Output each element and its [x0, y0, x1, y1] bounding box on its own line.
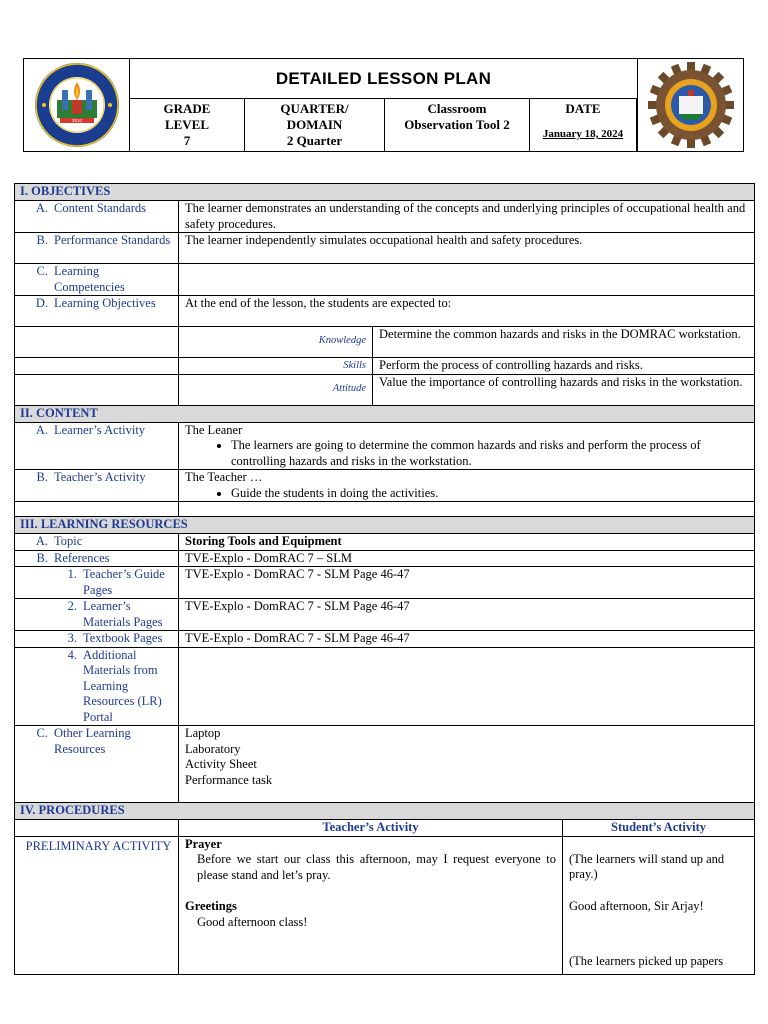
learning-competencies-value — [179, 264, 755, 296]
preliminary-student-cell — [563, 836, 755, 974]
knowledge-key: Knowledge — [179, 327, 373, 358]
school-gear-seal-icon — [646, 60, 736, 150]
topic-value: Storing Tools and Equipment — [179, 534, 755, 551]
resources-heading: III. LEARNING RESOURCES — [15, 517, 755, 534]
attitude-value: Value the importance of controlling hazards and risks in the workstation. — [373, 374, 755, 405]
grade-label-line1: GRADE — [163, 101, 211, 116]
prayer-title: Prayer — [185, 836, 222, 851]
other-resource-item: Laptop — [185, 726, 221, 740]
lesson-plan-header — [23, 58, 744, 152]
left-logo-cell — [24, 59, 130, 151]
topic-label: A. Topic — [15, 534, 179, 551]
title-cell — [130, 59, 637, 99]
quarter-domain-cell — [245, 99, 385, 151]
knowledge-spacer — [15, 327, 179, 358]
additional-materials-label: 4. Additional Materials from Learning Resources (LR) Portal — [15, 647, 179, 726]
observation-tool-cell — [385, 99, 530, 151]
other-resource-item: Laboratory — [185, 741, 241, 756]
textbook-pages-value: TVE-Explo - DomRAC 7 - SLM Page 46-47 — [179, 631, 755, 648]
content-blank-value — [179, 502, 755, 517]
quarter-label-line1: QUARTER/ — [280, 101, 349, 116]
other-resources-value — [179, 726, 755, 803]
learning-competencies-label: C. Learning Competencies — [15, 264, 179, 296]
lesson-plan-table — [14, 183, 755, 975]
quarter-value: 2 Quarter — [286, 133, 343, 148]
svg-text:2010: 2010 — [71, 118, 83, 123]
deped-tagum-seal-icon — [32, 60, 122, 150]
performance-standards-value: The learner independently simulates occupational health and safety procedures. — [179, 233, 755, 264]
date-label: DATE — [565, 101, 601, 116]
procedure-col-blank — [15, 820, 179, 837]
document-title: DETAILED LESSON PLAN — [275, 68, 492, 88]
student-prayer-response: (The learners will stand up and pray.) — [569, 851, 725, 881]
date-cell — [530, 99, 637, 151]
content-heading: II. CONTENT — [15, 405, 755, 422]
additional-materials-value — [179, 647, 755, 726]
preliminary-activity-label: PRELIMINARY ACTIVITY — [15, 836, 179, 974]
teacher-activity-bullet: • Guide the students in doing the activities. — [231, 486, 748, 502]
teacher-activity-value — [179, 470, 755, 502]
teachers-guide-value: TVE-Explo - DomRAC 7 - SLM Page 46-47 — [179, 567, 755, 599]
skills-key: Skills — [179, 358, 373, 375]
greetings-title: Greetings — [185, 899, 237, 913]
performance-standards-label: B. Performance Standards — [15, 233, 179, 264]
student-greeting-response: Good afternoon, Sir Arjay! — [569, 898, 704, 913]
grade-label-line2: LEVEL — [164, 117, 210, 132]
content-standards-label: A. Content Standards — [15, 201, 179, 233]
student-activity-column-header: Student’s Activity — [563, 820, 755, 837]
other-resources-label: C. Other Learning Resources — [15, 726, 179, 803]
knowledge-value: Determine the common hazards and risks in the DOMRAC workstation. — [373, 327, 755, 358]
references-label: B. References — [15, 550, 179, 567]
attitude-key: Attitude — [179, 374, 373, 405]
grade-level-value: 7 — [183, 133, 191, 148]
learners-materials-value: TVE-Explo - DomRAC 7 - SLM Page 46-47 — [179, 599, 755, 631]
student-papers-response: (The learners picked up papers — [569, 954, 724, 968]
teacher-activity-intro: The Teacher … — [185, 470, 263, 484]
learner-activity-bullet: • The learners are going to determine the common hazards and risks and perform the process of controlling hazards and risks in the workstation. — [231, 438, 748, 469]
learning-objectives-value: At the end of the lesson, the students are expected to: — [179, 296, 755, 327]
other-resource-item: Performance task — [185, 772, 273, 787]
references-value: TVE-Explo - DomRAC 7 – SLM — [179, 550, 755, 567]
learner-activity-intro: The Leaner — [185, 422, 243, 437]
content-standards-value: The learner demonstrates an understanding of the concepts and underlying principles of occupational health and safety procedures. — [179, 201, 755, 233]
greetings-text: Good afternoon class! — [197, 914, 308, 929]
learning-objectives-label: D. Learning Objectives — [15, 296, 179, 327]
date-value: January 18, 2024 — [542, 128, 624, 140]
teachers-guide-label: 1. Teacher’s Guide Pages — [15, 567, 179, 599]
skills-value: Perform the process of controlling hazards and risks. — [373, 358, 755, 375]
textbook-pages-label: 3. Textbook Pages — [15, 631, 179, 648]
objectives-heading: I. OBJECTIVES — [15, 184, 755, 201]
learner-activity-value — [179, 422, 755, 470]
attitude-spacer — [15, 374, 179, 405]
learner-activity-label: A. Learner’s Activity — [15, 422, 179, 470]
grade-level-cell — [130, 99, 245, 151]
observation-line2: Observation Tool 2 — [404, 117, 510, 132]
teacher-activity-label: B. Teacher’s Activity — [15, 470, 179, 502]
preliminary-teacher-cell — [179, 836, 563, 974]
observation-line1: Classroom — [427, 101, 487, 116]
quarter-label-line2: DOMAIN — [286, 117, 343, 132]
content-blank-label — [15, 502, 179, 517]
other-resource-item: Activity Sheet — [185, 757, 257, 771]
right-logo-cell — [637, 59, 743, 151]
prayer-text: Before we start our class this afternoon, may I request everyone to please stand and let’s pray. — [197, 852, 556, 882]
skills-spacer — [15, 358, 179, 375]
teacher-activity-column-header: Teacher’s Activity — [179, 820, 563, 837]
learners-materials-label: 2. Learner’s Materials Pages — [15, 599, 179, 631]
procedures-heading: IV. PROCEDURES — [15, 803, 755, 820]
